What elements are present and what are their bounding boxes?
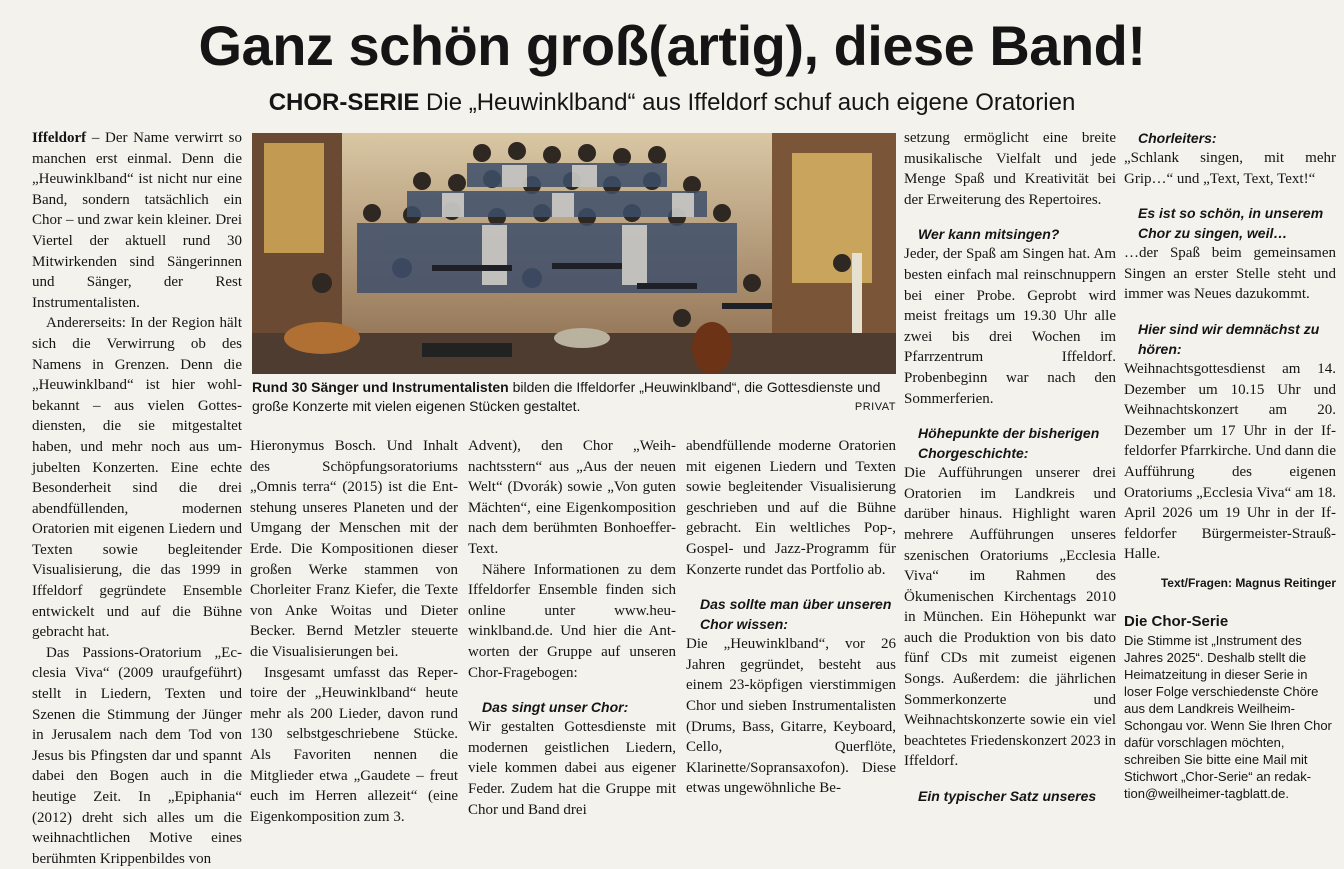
question-heading: Das sollte man über unseren Chor wissen: [700,596,892,633]
answer-text: Wir gestalten Gottesdienste mit modernen geistlichen Liedern, viele kommen dabei aus eigener Feder. Zudem hat die Gruppe mit Chor und Band drei [468,719,676,818]
paragraph: – Der Name verwirrt so manchen erst einmal. Denn die „Heuwinklband“ ist nicht nur eine Band, sondern tatsächlich ein Chor – und zwar kein kleiner. Drei Viertel der aktuell rund 30 Mitwirkenden sind Sängerinnen und Sänger, der Rest Instrumentalisten. [32,130,242,311]
article-column-4 [686,436,896,799]
series-kicker: CHOR-SERIE [268,89,420,116]
question-heading: Ein typischer Satz unseres [918,788,1097,805]
answer-text: Die Aufführungen unserer drei Oratorien im Landkreis und darüber hinaus. Highlight waren mehrere Aufführungen unseres szenischen Oratoriums „Ecclesia Viva“ im Rahmen des Ökumenischen Kirchentags 2010 in München. Ein Höhepunkt war auch die Produktion von bis dato fünf CDs mit zumeist eigenen Songs. Außerdem: die jährlichen Sommerkonzerte und Weihnachtskonzerte sowie ein viel beachtetes Friedenskonzert 2023 in Iffeldorf. [904,465,1117,770]
paragraph: Hieronymus Bosch. Und Inhalt des Schöpfungsoratoriums „Omnis terra“ (2015) ist die Entstehung unseres Planeten und der Umgang der Menschen mit der Erde. Die Kompositionen dieser großen Werke stammen von Chorleiter Franz Kiefer, die Texte von Anke Woitas und Dieter Becker. Bernd Metzler steuerte die Visualisierungen bei. [250,438,458,660]
subheadline [0,88,1344,118]
question-heading: Wer kann mitsingen? [918,226,1060,243]
paragraph: Das Passions-Oratorium „Ecclesia Viva“ (2009 uraufgeführt) stellt in Liedern, Texten und Szenen die Stimmung der Jünger in Jerusalem nach dem Tod von Jesus bis Pfingsten dar und spannt dabei den Bogen auch in die heutige Zeit. In „Epiphania“ (2012) dreht sich alles um die weihnachtlichen Motive eines berühmten Krippenbildes von [32,644,242,867]
headline: Ganz schön groß(artig), diese Band! [198,14,1146,77]
choir-photo [252,133,896,374]
paragraph: abendfüllende moderne Oratorien mit eigenen Liedern und Texten sowie begleitender Visualisierung geschrieben und auf die Bühne gebracht. Ein weltliches Pop-, Gospel- und Jazz-Programm für Konzerte rundet das Portfolio ab. [686,438,896,578]
photo-caption [252,378,896,416]
article-column-5 [904,128,1116,806]
caption-text: bilden die Iffeldorfer „Heuwinklband“, die Gottesdienste und große Konzerte mit vielen eigenen Stücken gestaltet. [252,379,881,414]
question-heading: Hier sind wir demnächst zu hören: [1138,320,1320,357]
answer-text: Jeder, der Spaß am Singen hat. Am besten einfach mal reinschnuppern bei einer Probe. Geprobt wird meist freitags um 19.30 Uhr alle zwei bis drei Wochen im Pfarrzentrum Iffeldorf. Probenbeginn war nach den Sommerferien. [904,246,1116,407]
choir-photo-illustration [252,133,896,374]
article-column-6 [1124,128,1336,802]
series-box-text: Die Stimme ist „Instrument des Jahres 2025“. Deshalb stellt die Heimatzeitung in dieser Serie in loser Folge verschiedenste Chöre aus dem Landkreis Weilheim-Schongau vor. Wenn Sie Ihren Chor dafür vorschlagen möchten, schreiben Sie bitte eine Mail mit Stichwort „Chor-Serie“ an redaktion@weilheimer-tagblatt.de. [1124,633,1332,802]
paragraph: Advent), den Chor „Weihnachtsstern“ aus „Aus der neuen Welt“ (Dvorák) sowie „Von guten Mächten“, eine Eigenkomposition nach dem berühmten Bonhoeffer-Text. [468,438,676,557]
article-column-1 [32,128,242,869]
author-byline: Text/Fragen: Magnus Reitinger [1160,575,1336,590]
paragraph: setzung ermöglicht eine breite musikalische Vielfalt und jede Menge Spaß und Kreativität bei der Erweiterung des Repertoires. [904,130,1116,208]
question-heading: Höhepunkte der bisherigen Chorgeschichte: [918,425,1100,462]
article-column-2 [250,436,458,827]
answer-text: …der Spaß beim gemeinsamen Singen an erster Stelle steht und immer was Neues dazukommt. [1124,245,1336,303]
photo-credit: PRIVAT [854,401,896,413]
dateline: Iffeldorf [32,130,87,146]
answer-text: „Schlank singen, mit mehr Grip…“ und „Text, Text, Text!“ [1124,150,1336,187]
paragraph: Nähere Informationen zu dem Iffeldorfer Ensemble finden sich online unter www.heuwinklband.de. Und hier die Antworten der Gruppe auf unseren Chor-Fragebogen: [468,561,676,681]
series-box-title: Die Chor-Serie [1124,612,1229,630]
subheadline-text: Die „Heuwinklband“ aus Iffeldorf schuf auch eigene Oratorien [419,89,1076,116]
caption-lead: Rund 30 Sänger und Instrumentalisten [252,379,509,395]
answer-text: Weihnachtsgottesdienst am 14. Dezember um 10.15 Uhr und Weihnachtskonzert am 20. Dezember um 17 Uhr in der Iffeldorfer Pfarrkirche. Und dann die Aufführung des eigenen Oratoriums „Ecclesia Viva“ am 18. April 2026 um 19 Uhr in der Iffeldorfer Bürgermeister-Strauß-Halle. [1124,360,1336,563]
question-heading: Das singt unser Chor: [482,699,629,716]
paragraph: Insgesamt umfasst das Repertoire der „Heuwinklband“ heute mehr als 200 Lieder, davon rund 130 selbstgeschriebene Stücke. Als Favoriten nennen die Mitglieder etwa „Gaudete – freut euch im Herren allezeit“ (eine Eigenkomposition zum 3. [250,664,458,825]
question-heading: Chorleiters: [1138,130,1217,146]
answer-text: Die „Heuwinklband“, vor 26 Jahren gegründet, besteht aus einem 23-köpfigen vierstimmigen Chor und sieben Instrumentalisten (Drums, Bass, Gitarre, Keyboard, Cello, Querflöte, Klarinette/Sopransaxofon). Diese etwas ungewöhnliche Be- [686,636,896,797]
article-column-3 [468,436,676,820]
paragraph: Andererseits: In der Region hält sich die Verwirrung ob des Namens in Grenzen. Denn die „Heuwinklband“ ist hier wohlbekannt – aus vielen Gottesdiensten, die sie mitgestaltet haben, und mehr noch aus umjubelten Konzerten. Eine echte Besonderheit sind die drei abendfüllenden, modernen Oratorien mit eigenen Liedern und Texten sowie begleitender Visualisierung, die das 1999 in Iffeldorf gegründete Ensemble entwickelt und auf die Bühne gebracht hat. [32,315,242,641]
question-heading: Es ist so schön, in unserem Chor zu singen, weil… [1138,205,1324,242]
